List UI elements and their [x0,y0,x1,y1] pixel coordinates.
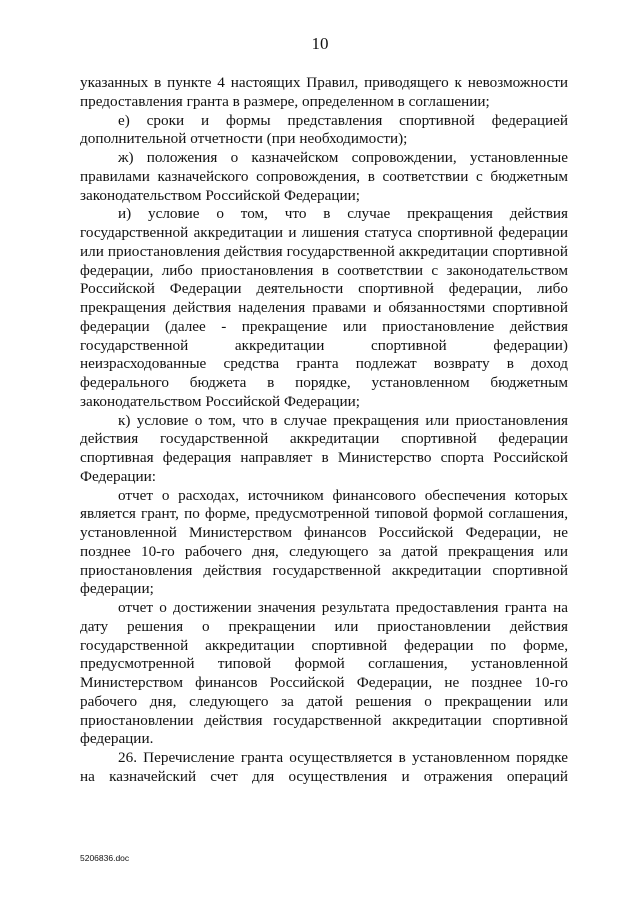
page-number: 10 [311,34,329,53]
paragraph-item-i: и) условие о том, что в случае прекращения действия государственной аккредитации и лишения статуса спортивной федерации или приостановления действия государственной аккредитации спортивной федерации, либо приостановления в соответствии с законодательством Российской Федерации деятельности спортивной федерации, либо прекращения действия наделения правами и обязанностями спортивной федерации (далее - прекращение или приостановление действия государственной аккредитации спортивной федерации) неизрасходованные средства гранта подлежат возврату в доход федерального бюджета в порядке, установленном бюджетным законодательством Российской Федерации; [80,205,568,410]
paragraph-item-e: е) сроки и формы представления спортивной федерацией дополнительной отчетности (при необходимости); [80,111,568,148]
paragraph-section-26: 26. Перечисление гранта осуществляется в установленном порядке на казначейский счет для осуществления и отражения операций [80,749,568,785]
paragraph-item-zh: ж) положения о казначейском сопровождении, установленные правилами казначейского сопровождения, в соответствии с бюджетным законодательством Российской Федерации; [80,149,568,204]
footer-filename: 5206836.doc [80,853,130,863]
paragraph-result-report: отчет о достижении значения результата предоставления гранта на дату решения о прекращении или приостановлении действия государственной аккредитации спортивной федерации по форме, предусмотренной типовой формой соглашения, установленной Министерством финансов Российской Федерации, не позднее 10-го рабочего дня, следующего за датой решения о прекращении или приостановлении действия государственной аккредитации спортивной федерации. [80,599,568,748]
paragraph-continuation: указанных в пункте 4 настоящих Правил, приводящего к невозможности предоставления гранта в размере, определенном в соглашении; [80,74,568,110]
paragraph-item-k: к) условие о том, что в случае прекращения или приостановления действия государственной аккредитации спортивной федерации спортивная федерация направляет в Министерство спорта Российской Федерации: [80,411,568,485]
paragraph-expense-report: отчет о расходах, источником финансового обеспечения которых является грант, по форме, предусмотренной типовой формой соглашения, установленной Министерством финансов Российской Федерации, не позднее 10-го рабочего дня, следующего за датой прекращения или приостановления действия государственной аккредитации спортивной федерации; [80,486,568,598]
document-body [80,74,568,787]
